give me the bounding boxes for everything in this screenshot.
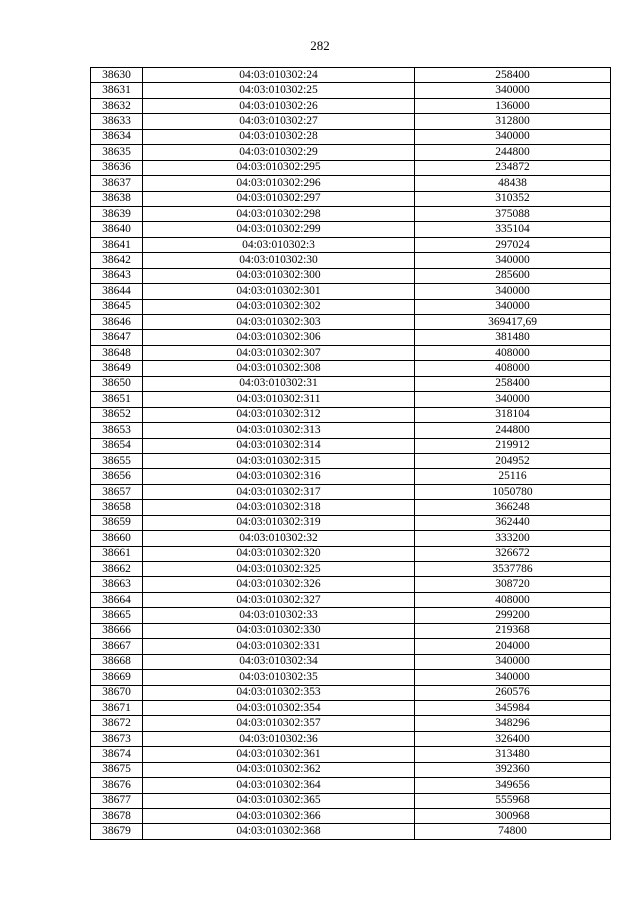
value-cell: 345984 [415,700,611,715]
cadastral-number-cell: 04:03:010302:308 [143,361,415,376]
value-cell: 555968 [415,793,611,808]
cadastral-number-cell: 04:03:010302:298 [143,206,415,221]
row-number-cell: 38657 [91,484,143,499]
table-row [91,361,611,376]
value-cell: 340000 [415,392,611,407]
value-cell: 362440 [415,515,611,530]
table-row [91,531,611,546]
cadastral-number-cell: 04:03:010302:300 [143,268,415,283]
value-cell: 244800 [415,423,611,438]
row-number-cell: 38654 [91,438,143,453]
cadastral-number-cell: 04:03:010302:331 [143,639,415,654]
cadastral-number-cell: 04:03:010302:330 [143,623,415,638]
cadastral-number-cell: 04:03:010302:312 [143,407,415,422]
value-cell: 299200 [415,608,611,623]
table-row [91,515,611,530]
cadastral-number-cell: 04:03:010302:36 [143,731,415,746]
table-row [91,299,611,314]
value-cell: 234872 [415,160,611,175]
value-cell: 366248 [415,500,611,515]
value-cell: 408000 [415,592,611,607]
value-cell: 340000 [415,83,611,98]
cadastral-number-cell: 04:03:010302:25 [143,83,415,98]
cadastral-number-cell: 04:03:010302:311 [143,392,415,407]
value-cell: 297024 [415,237,611,252]
cadastral-number-cell: 04:03:010302:353 [143,685,415,700]
table-row [91,176,611,191]
value-cell: 219368 [415,623,611,638]
value-cell: 48438 [415,176,611,191]
row-number-cell: 38667 [91,639,143,654]
cadastral-number-cell: 04:03:010302:354 [143,700,415,715]
cadastral-number-cell: 04:03:010302:316 [143,469,415,484]
table-row [91,469,611,484]
cadastral-number-cell: 04:03:010302:315 [143,453,415,468]
table-row [91,407,611,422]
row-number-cell: 38651 [91,392,143,407]
cadastral-number-cell: 04:03:010302:297 [143,191,415,206]
table-row [91,562,611,577]
value-cell: 260576 [415,685,611,700]
row-number-cell: 38676 [91,778,143,793]
row-number-cell: 38646 [91,315,143,330]
row-number-cell: 38659 [91,515,143,530]
table-row [91,206,611,221]
cadastral-number-cell: 04:03:010302:302 [143,299,415,314]
table-row [91,68,611,83]
row-number-cell: 38675 [91,762,143,777]
row-number-cell: 38630 [91,68,143,83]
value-cell: 308720 [415,577,611,592]
table-row [91,114,611,129]
row-number-cell: 38671 [91,700,143,715]
table-row [91,778,611,793]
value-cell: 408000 [415,345,611,360]
row-number-cell: 38648 [91,345,143,360]
row-number-cell: 38644 [91,284,143,299]
value-cell: 219912 [415,438,611,453]
value-cell: 318104 [415,407,611,422]
value-cell: 340000 [415,670,611,685]
value-cell: 204000 [415,639,611,654]
row-number-cell: 38678 [91,809,143,824]
row-number-cell: 38635 [91,145,143,160]
table-row [91,793,611,808]
row-number-cell: 38669 [91,670,143,685]
cadastral-number-cell: 04:03:010302:317 [143,484,415,499]
table-row [91,731,611,746]
cadastral-number-cell: 04:03:010302:364 [143,778,415,793]
table-row [91,716,611,731]
table-row [91,700,611,715]
table-row [91,145,611,160]
table-row [91,608,611,623]
row-number-cell: 38656 [91,469,143,484]
table-row [91,284,611,299]
cadastral-number-cell: 04:03:010302:306 [143,330,415,345]
value-cell: 392360 [415,762,611,777]
cadastral-number-cell: 04:03:010302:32 [143,531,415,546]
cadastral-number-cell: 04:03:010302:314 [143,438,415,453]
row-number-cell: 38660 [91,531,143,546]
table-row [91,546,611,561]
row-number-cell: 38665 [91,608,143,623]
cadastral-number-cell: 04:03:010302:325 [143,562,415,577]
row-number-cell: 38661 [91,546,143,561]
cadastral-number-cell: 04:03:010302:28 [143,129,415,144]
table-row [91,484,611,499]
value-cell: 369417,69 [415,315,611,330]
value-cell: 312800 [415,114,611,129]
table-row [91,268,611,283]
cadastral-number-cell: 04:03:010302:34 [143,654,415,669]
row-number-cell: 38642 [91,253,143,268]
value-cell: 310352 [415,191,611,206]
table-row [91,237,611,252]
table-row [91,453,611,468]
row-number-cell: 38639 [91,206,143,221]
table-row [91,809,611,824]
row-number-cell: 38650 [91,376,143,391]
value-cell: 335104 [415,222,611,237]
row-number-cell: 38666 [91,623,143,638]
value-cell: 300968 [415,809,611,824]
table-row [91,222,611,237]
table-row [91,500,611,515]
cadastral-number-cell: 04:03:010302:326 [143,577,415,592]
row-number-cell: 38631 [91,83,143,98]
cadastral-number-cell: 04:03:010302:357 [143,716,415,731]
row-number-cell: 38673 [91,731,143,746]
row-number-cell: 38645 [91,299,143,314]
page-number: 282 [310,38,330,53]
value-cell: 244800 [415,145,611,160]
cadastral-number-cell: 04:03:010302:318 [143,500,415,515]
row-number-cell: 38649 [91,361,143,376]
table-row [91,623,611,638]
table-row [91,315,611,330]
row-number-cell: 38641 [91,237,143,252]
table-row [91,129,611,144]
table-row [91,392,611,407]
cadastral-number-cell: 04:03:010302:30 [143,253,415,268]
cadastral-number-cell: 04:03:010302:307 [143,345,415,360]
data-table [90,67,611,840]
value-cell: 408000 [415,361,611,376]
cadastral-number-cell: 04:03:010302:362 [143,762,415,777]
cadastral-number-cell: 04:03:010302:26 [143,98,415,113]
value-cell: 3537786 [415,562,611,577]
cadastral-number-cell: 04:03:010302:3 [143,237,415,252]
value-cell: 340000 [415,129,611,144]
table-row [91,685,611,700]
table-body [91,68,611,840]
table-row [91,253,611,268]
table-row [91,330,611,345]
row-number-cell: 38637 [91,176,143,191]
table-row [91,98,611,113]
cadastral-number-cell: 04:03:010302:299 [143,222,415,237]
cadastral-number-cell: 04:03:010302:295 [143,160,415,175]
table-row [91,160,611,175]
row-number-cell: 38677 [91,793,143,808]
row-number-cell: 38653 [91,423,143,438]
row-number-cell: 38638 [91,191,143,206]
table-row [91,747,611,762]
cadastral-number-cell: 04:03:010302:313 [143,423,415,438]
cadastral-number-cell: 04:03:010302:31 [143,376,415,391]
table-row [91,592,611,607]
cadastral-number-cell: 04:03:010302:301 [143,284,415,299]
table-row [91,824,611,839]
row-number-cell: 38658 [91,500,143,515]
value-cell: 381480 [415,330,611,345]
row-number-cell: 38647 [91,330,143,345]
value-cell: 313480 [415,747,611,762]
cadastral-number-cell: 04:03:010302:33 [143,608,415,623]
value-cell: 340000 [415,299,611,314]
row-number-cell: 38655 [91,453,143,468]
value-cell: 285600 [415,268,611,283]
value-cell: 1050780 [415,484,611,499]
row-number-cell: 38632 [91,98,143,113]
row-number-cell: 38668 [91,654,143,669]
row-number-cell: 38664 [91,592,143,607]
row-number-cell: 38663 [91,577,143,592]
row-number-cell: 38640 [91,222,143,237]
value-cell: 333200 [415,531,611,546]
row-number-cell: 38634 [91,129,143,144]
row-number-cell: 38670 [91,685,143,700]
cadastral-number-cell: 04:03:010302:327 [143,592,415,607]
value-cell: 375088 [415,206,611,221]
table-row [91,191,611,206]
value-cell: 136000 [415,98,611,113]
row-number-cell: 38662 [91,562,143,577]
value-cell: 74800 [415,824,611,839]
value-cell: 340000 [415,284,611,299]
cadastral-number-cell: 04:03:010302:319 [143,515,415,530]
value-cell: 204952 [415,453,611,468]
value-cell: 258400 [415,376,611,391]
data-table-container [90,67,610,840]
value-cell: 340000 [415,253,611,268]
cadastral-number-cell: 04:03:010302:303 [143,315,415,330]
table-row [91,438,611,453]
value-cell: 326672 [415,546,611,561]
table-row [91,654,611,669]
row-number-cell: 38679 [91,824,143,839]
cadastral-number-cell: 04:03:010302:29 [143,145,415,160]
value-cell: 326400 [415,731,611,746]
cadastral-number-cell: 04:03:010302:296 [143,176,415,191]
cadastral-number-cell: 04:03:010302:320 [143,546,415,561]
value-cell: 349656 [415,778,611,793]
table-row [91,670,611,685]
value-cell: 340000 [415,654,611,669]
cadastral-number-cell: 04:03:010302:361 [143,747,415,762]
row-number-cell: 38672 [91,716,143,731]
row-number-cell: 38643 [91,268,143,283]
row-number-cell: 38633 [91,114,143,129]
table-row [91,83,611,98]
row-number-cell: 38652 [91,407,143,422]
cadastral-number-cell: 04:03:010302:35 [143,670,415,685]
table-row [91,376,611,391]
row-number-cell: 38674 [91,747,143,762]
table-row [91,345,611,360]
table-row [91,762,611,777]
cadastral-number-cell: 04:03:010302:27 [143,114,415,129]
table-row [91,639,611,654]
cadastral-number-cell: 04:03:010302:24 [143,68,415,83]
value-cell: 348296 [415,716,611,731]
cadastral-number-cell: 04:03:010302:368 [143,824,415,839]
table-row [91,423,611,438]
row-number-cell: 38636 [91,160,143,175]
cadastral-number-cell: 04:03:010302:366 [143,809,415,824]
value-cell: 25116 [415,469,611,484]
cadastral-number-cell: 04:03:010302:365 [143,793,415,808]
table-row [91,577,611,592]
value-cell: 258400 [415,68,611,83]
